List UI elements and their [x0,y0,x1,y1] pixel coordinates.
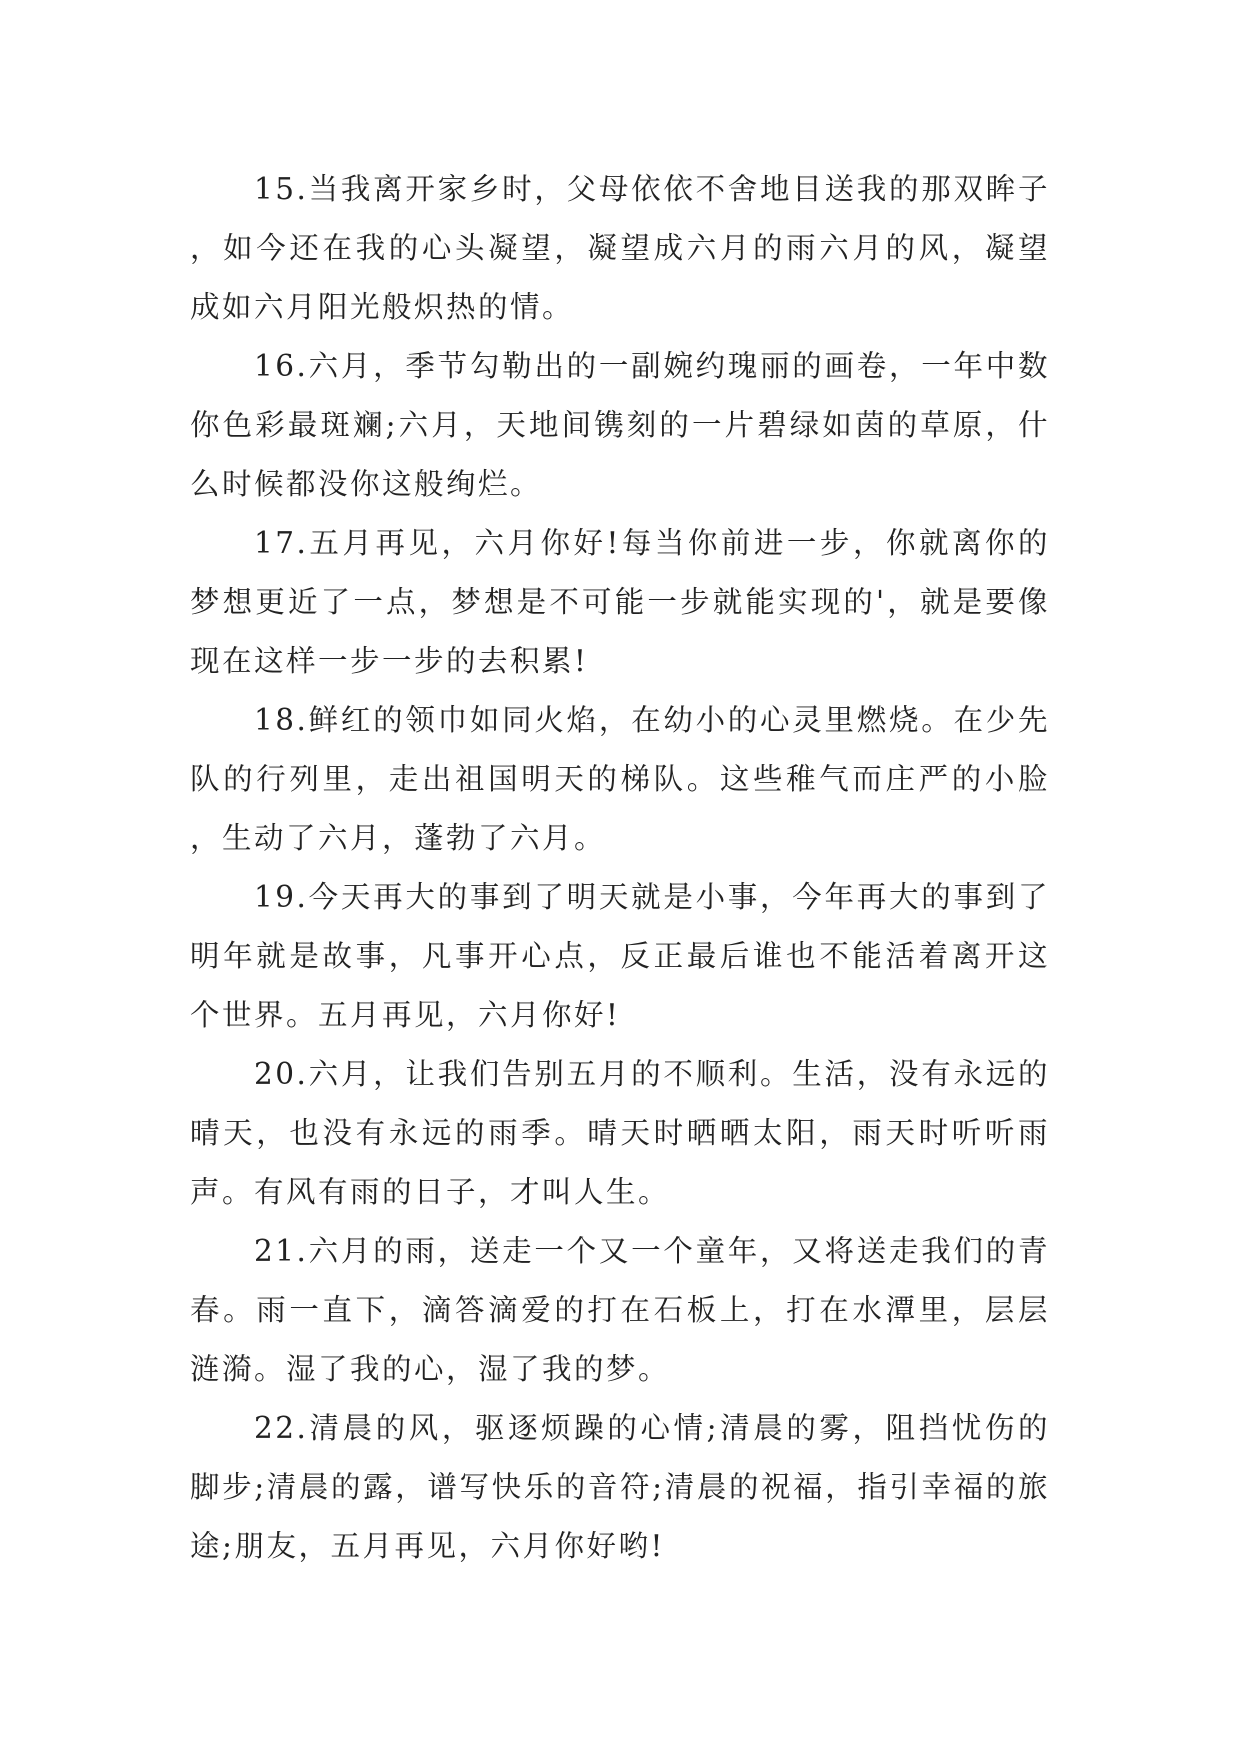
paragraph-21: 21.六月的雨，送走一个又一个童年，又将送走我们的青春。雨一直下，滴答滴爱的打在石板上，打在水潭里，层层涟漪。湿了我的心，湿了我的梦。 [190,1234,1050,1386]
paragraph-19: 19.今天再大的事到了明天就是小事，今年再大的事到了明年就是故事，凡事开心点，反正最后谁也不能活着离开这个世界。五月再见，六月你好! [190,880,1050,1032]
paragraph-16: 16.六月，季节勾勒出的一副婉约瑰丽的画卷，一年中数你色彩最斑斓;六月，天地间镌刻的一片碧绿如茵的草原，什么时候都没你这般绚烂。 [190,349,1050,501]
paragraph-15: 15.当我离开家乡时，父母依依不舍地目送我的那双眸子，如今还在我的心头凝望，凝望成六月的雨六月的风，凝望成如六月阳光般炽热的情。 [190,172,1050,324]
paragraph-20: 20.六月，让我们告别五月的不顺利。生活，没有永远的晴天，也没有永远的雨季。晴天时晒晒太阳，雨天时听听雨声。有风有雨的日子，才叫人生。 [190,1057,1050,1209]
document-body [190,160,1050,1576]
paragraph-18: 18.鲜红的领巾如同火焰，在幼小的心灵里燃烧。在少先队的行列里，走出祖国明天的梯队。这些稚气而庄严的小脸，生动了六月，蓬勃了六月。 [190,703,1050,855]
paragraph-17: 17.五月再见，六月你好!每当你前进一步，你就离你的梦想更近了一点，梦想是不可能一步就能实现的'，就是要像现在这样一步一步的去积累! [190,526,1050,678]
paragraph-22: 22.清晨的风，驱逐烦躁的心情;清晨的雾，阻挡忧伤的脚步;清晨的露，谱写快乐的音符;清晨的祝福，指引幸福的旅途;朋友，五月再见，六月你好哟! [190,1411,1050,1563]
